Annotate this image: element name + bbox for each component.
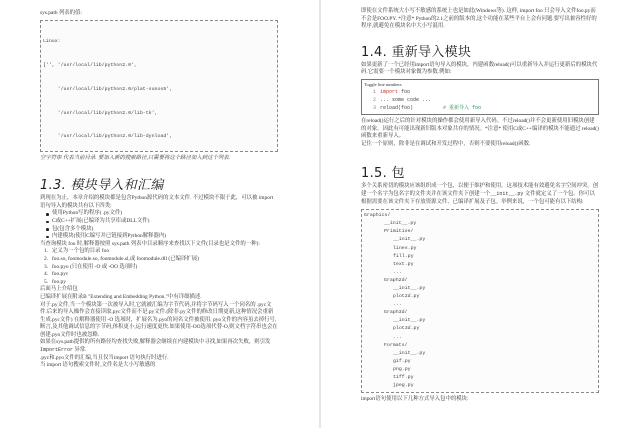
code-line [364, 88, 596, 96]
list-item [40, 264, 278, 272]
tree-line: ... [393, 269, 402, 275]
list-item: C或C++扩展(已编译为共享库或DLL文件) [40, 218, 278, 226]
line-number: 1 [372, 88, 376, 95]
code-line: ['', '/usr/local/lib/python2.0', [43, 63, 137, 69]
list-item: 使用Python写的程序( .py文件) [40, 210, 278, 218]
list-item: 内建模块(使用C编写并已链接到Python解释器内) [40, 233, 278, 241]
para-case-cont: 即使在文件系统大小写不敏感的系统上也是如此(Windows等). 这样, import foo 只会导入文件foo.py而不会是FOO.PY. *注意* Python的2.1之前的版本的,这个功能在某些平台上会有问题.要写出兼容性好的程序,就避免在模块名中大小写混用. [361, 8, 597, 30]
tree-line: Primitive/ [384, 229, 414, 235]
inline-code: __init__.py [490, 190, 524, 197]
para-reload-rule: 记住一个原则，除非是在调试和开发过程中，否则不要使用reload()函数. [361, 140, 531, 147]
para-import-fail [40, 339, 278, 354]
section-1-3-intro: 到现在为止，本章介绍的模块都是包含Python源代码的文本文件. 不过模块不限于此，可以被 import 语句导入的模块共有以下四类: [40, 195, 274, 209]
text: 多个关系密切的模块应该组织成一个包，以便于维护和使用。这项技术能有效避免名字空间冲突。创建一个名字为包名字的文件夹并在该文件夹下创建一个 [361, 183, 599, 197]
code-line [364, 96, 596, 104]
tree-line: plot2d.py [393, 294, 420, 300]
inline-code: ImportError [40, 347, 74, 354]
para-case-sensitive: 当 import 语句搜索文件时,文件名是大小写敏感的 [40, 362, 156, 369]
list-text: foo.pyo (只在使用 -O 或 -OO 选项时) [52, 263, 138, 270]
tree-line: Graphics/ [364, 213, 391, 219]
tree-line: fill.py [393, 253, 414, 259]
para-reload-after: 在reload()运行之后的针对模块的操作都会使用新导入代码。不过reload()并不会更新使用旧模块创建的对象，因此有可能出现新旧版本对象共存的情况。*注意* 使用C或C++编译的模块不能通过 reload() 函数来重新导入。 [361, 117, 599, 140]
syspath-code-block [40, 20, 278, 152]
tree-line: png.py [393, 366, 411, 372]
section-title-1-5: 1.5. 包 [361, 166, 405, 182]
tree-line: gif.py [393, 358, 411, 364]
tree-line: Formats/ [384, 342, 408, 348]
code-line: '/usr/local/lib/python2.0/plat-sunos5', [43, 86, 173, 92]
tree-line: __init__.py [393, 318, 426, 324]
tree-line: Graph2d/ [384, 277, 408, 283]
text: 异常. [73, 347, 87, 354]
section-title-1-4: 1.4. 重新导入模块 [361, 44, 472, 60]
list-item: 包(包含多个模块) [40, 226, 278, 234]
section-title-1-3: 1.3. 模块导入和汇编 [40, 178, 164, 194]
text: 文件就定义了一个包。你可以根据需要在该文件夹下存放资源文件、已编译扩展及子包。举例来说，一个包可能有以下结构: [361, 190, 595, 205]
code-keyword: import [380, 88, 399, 95]
list-number: 4. [44, 271, 49, 278]
syspath-note: 空字符串 代表当前目录. 要加入新的搜索路径,只需要将这个路径加入到这个列表. [40, 154, 231, 161]
list-text: foo.so, foomodule.so, foomodule.sl,或 foomodule.dll (已编译扩展) [52, 255, 199, 262]
tree-line: tiff.py [393, 375, 414, 380]
code-line: Linux: [43, 39, 61, 45]
para-packages-soon: 后面马上介绍包 [40, 286, 78, 293]
tree-line: Graph3d/ [384, 310, 408, 316]
line-number: 2 [372, 96, 376, 103]
tree-line: plot3d.py [393, 326, 420, 332]
tree-line: __init__.py [384, 221, 417, 227]
line-number: 3 [372, 104, 376, 111]
section-1-4-intro: 如果更新了一个已经用import语句导入的模块，内建函数reload()可以重新导入并运行更新后的模块代码.它需要一个模块对象做为参数.例如: [361, 61, 598, 76]
tree-line: __init__.py [393, 237, 426, 243]
toggle-line-numbers-link[interactable]: Toggle line numbers [364, 81, 402, 87]
tree-line: lines.py [393, 245, 417, 251]
right-page [321, 0, 640, 428]
search-intro: 当查询模块 foo 时,解释器按照 sys.path 列表中目录顺序来查找以下文件(目录也是文件的一种): [40, 240, 260, 247]
module-types-list [40, 210, 278, 240]
tree-line: __init__.py [393, 350, 426, 356]
package-tree-code-block [361, 209, 599, 393]
list-text: 定义为一个包的目录 foo [52, 248, 110, 255]
code-comment: # 重新导入 foo [443, 104, 482, 111]
list-item [40, 248, 278, 256]
code-line: '/usr/local/lib/python2.0/lib-tk', [43, 110, 158, 116]
list-number: 5. [44, 278, 49, 285]
reload-code-block [361, 79, 599, 115]
para-import-packages: import语句使用以下几种方式导入包中的模块: [361, 396, 469, 403]
tree-line: jpeg.py [393, 383, 414, 389]
code-text: ... some code ... [380, 96, 432, 103]
code-text: reload(foo) [380, 104, 444, 111]
section-1-5-intro [361, 183, 599, 206]
search-order-list [40, 248, 278, 286]
list-item [40, 271, 278, 279]
text: 如果在sys.path提供的所有路径均查找失败,解释器会继续在内建模块中寻找,如果再次失败，则引发 [40, 339, 271, 346]
list-item [40, 256, 278, 264]
tree-line: __init__.py [393, 285, 426, 291]
list-text: foo.pyc [52, 271, 69, 278]
syspath-intro: sys.path 列表的值: [40, 10, 82, 16]
right-page-content [361, 8, 599, 404]
left-page-content [40, 10, 278, 370]
tree-line: ... [393, 334, 402, 340]
list-number: 2. [44, 255, 49, 262]
tree-line: text.py [393, 261, 414, 267]
code-line [364, 104, 596, 112]
list-number: 3. [44, 263, 49, 270]
code-line: '/usr/local/lib/python2.0/lib-dynload', [43, 134, 173, 140]
tree-line: ... [393, 302, 402, 308]
para-extensions: 已编译扩展在附录B "Extending and Embedding Python."中有详细描述. [40, 293, 202, 300]
code-text: foo [398, 88, 411, 95]
para-pyc: 对于.py文件,当一个模块第一次被导入时,它就被汇编为字节代码,并将字节码写入一个同名的 .pyc文件.后来的导入操作会直接读取.pyc文件而不是.py文件.(除非.py文件的修改日期更新,这种情况会重新生成.pyc文件) 在解释器使用 -O 选项时，扩展名为.pyo的同名文件被使用. pyo文件的内容虽去掉行号,断言,及其他调试信息的字节码,体积更小,运行速度更快.如果使用-OO选项代替-O,则文档字符串也会在创建.pyo文件时也被忽略. [40, 301, 278, 338]
left-page [0, 0, 319, 428]
para-compile: .pyc和.pyo文件的汇编,当且仅当import 语句执行时进行. [40, 354, 169, 361]
list-number: 1. [44, 248, 49, 255]
list-text: foo.py [52, 278, 66, 285]
